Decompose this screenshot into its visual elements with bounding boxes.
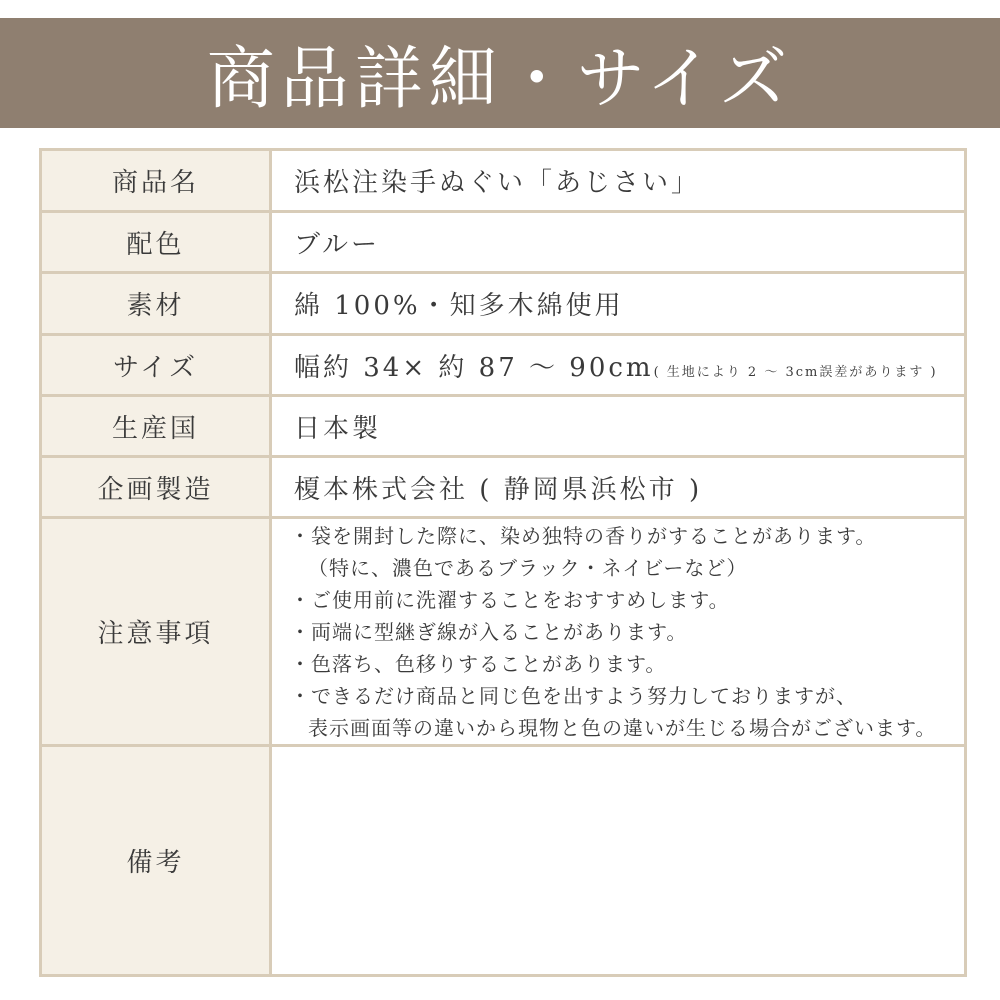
- value-country: 日本製: [271, 396, 966, 457]
- table-row-product-name: [41, 150, 966, 212]
- value-material: 綿 100%・知多木綿使用: [271, 273, 966, 335]
- table-row-color: [41, 212, 966, 273]
- value-product-name: 浜松注染手ぬぐい「あじさい」: [271, 150, 966, 212]
- table-row-remarks: [41, 746, 966, 976]
- value-color: ブルー: [271, 212, 966, 273]
- label-product-name: 商品名: [41, 150, 271, 212]
- product-spec-table: [39, 148, 967, 977]
- precaution-item: ・ご使用前に洗濯することをおすすめします。: [290, 587, 730, 612]
- table-row-material: [41, 273, 966, 335]
- value-manufacturer: 榎本株式会社 ( 静岡県浜松市 ): [271, 457, 966, 518]
- table-row-size: [41, 335, 966, 396]
- precaution-item: ・両端に型継ぎ線が入ることがあります。: [290, 619, 688, 644]
- precaution-item: ・できるだけ商品と同じ色を出すよう努力しておりますが、: [290, 683, 857, 708]
- page-title: 商品詳細・サイズ: [206, 39, 794, 119]
- precautions-list: [271, 518, 966, 746]
- label-country: 生産国: [41, 396, 271, 457]
- value-remarks: [271, 746, 966, 976]
- table-row-precautions: [41, 518, 966, 746]
- size-tolerance-note: ( 生地により 2 〜 3cm誤差があります ): [653, 364, 938, 380]
- label-manufacturer: 企画製造: [41, 457, 271, 518]
- label-precautions: 注意事項: [41, 518, 271, 746]
- value-size-cell: [271, 335, 966, 396]
- title-banner: [0, 18, 1000, 128]
- label-color: 配色: [41, 212, 271, 273]
- value-size: 幅約 34× 約 87 〜 90cm: [294, 352, 654, 383]
- precaution-item: 表示画面等の違いから現物と色の違いが生じる場合がございます。: [308, 715, 937, 740]
- precaution-item: （特に、濃色であるブラック・ネイビーなど）: [308, 555, 748, 580]
- label-remarks: 備考: [41, 746, 271, 976]
- precaution-item: ・色落ち、色移りすることがあります。: [290, 651, 667, 676]
- precaution-item: ・袋を開封した際に、染め独特の香りがすることがあります。: [290, 523, 877, 548]
- table-row-country: [41, 396, 966, 457]
- label-material: 素材: [41, 273, 271, 335]
- label-size: サイズ: [41, 335, 271, 396]
- table-row-manufacturer: [41, 457, 966, 518]
